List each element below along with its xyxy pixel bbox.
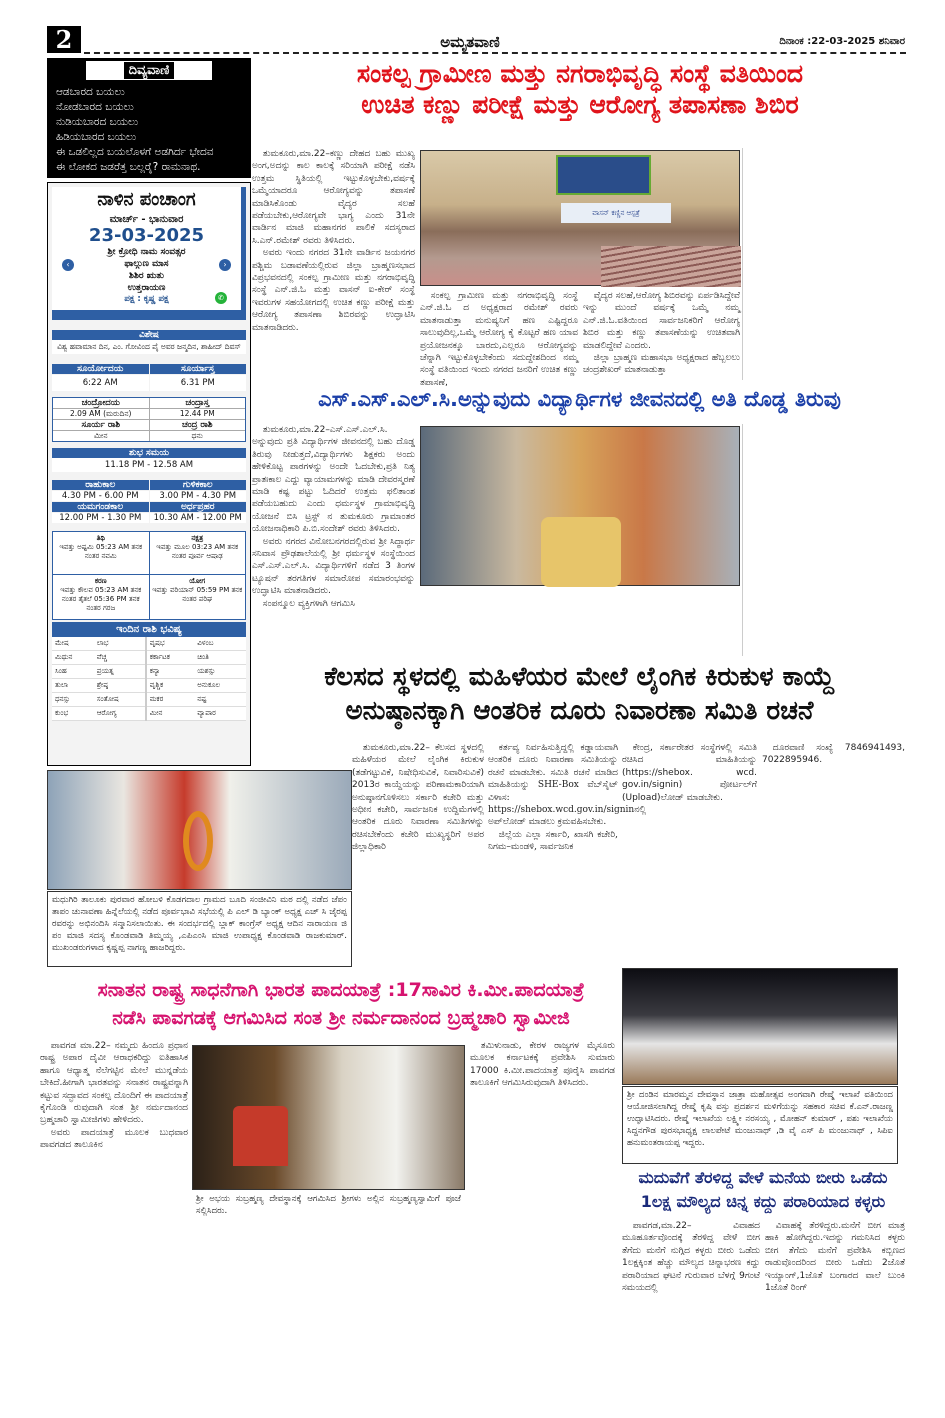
rashi-prediction: ಆರೋಗ್ಯ bbox=[94, 707, 146, 721]
moonrise-value: 2.09 AM (ಮರುದಿನ) bbox=[53, 409, 149, 419]
rashi-box bbox=[52, 622, 246, 721]
article1-column4 bbox=[742, 148, 905, 380]
rashi-title: ಇಂದಿನ ರಾಶಿ ಭವಿಷ್ಯ bbox=[52, 622, 246, 637]
rashi-sign: ಮಕರ bbox=[146, 693, 195, 707]
rashi-prediction: ಲಾಭ bbox=[94, 637, 146, 651]
sunset-value: 6.31 PM bbox=[150, 375, 247, 391]
rashi-prediction: ವಿಳಂಬ bbox=[194, 637, 246, 651]
rashi-sign: ಕುಂಭ bbox=[52, 707, 94, 721]
rashi-prediction: ಅನುಕೂಲ bbox=[194, 679, 246, 693]
rashi-sign: ಕರ್ಕಾಟಕ bbox=[146, 651, 195, 665]
rashi-prediction: ನಷ್ಟ bbox=[194, 693, 246, 707]
rashi-sign: ವೃಶ್ಚಿಕ bbox=[146, 679, 195, 693]
yoga-value: ಇವತ್ತು ವರಿಯಾನ್ 05:59 PM ತನಕ ನಂತರ ಪರಿಘ bbox=[152, 586, 243, 603]
article4-para: ಅವರು ಪಾದಯಾತ್ರೆ ಮೂಲಕ ಬುಧವಾರ ಪಾವಗಡದ ತಾಲೂಕಿನ bbox=[40, 1127, 188, 1151]
article1-para: ಸಂಕಲ್ಪ ಗ್ರಾಮೀಣ ಮತ್ತು ನಗರಾಭಿವೃದ್ಧಿ ಸಂಸ್ಥೆ ಎನ್.ಜಿ.ಓ ದ ಅಧ್ಯಕ್ಷರಾದ ರಮೇಶ್ ರವರು ಮಾತನಾಡುತ್ತಾ ಮನುಷ್ಯನಿಗೆ ಹಣ ಎಷ್ಟಿದ್ದರೂ ಸಾಲುವುದಿಲ್ಲ,ಒಮ್ಮೆ ಆರೋಗ್ಯ ಕೈ ಕೊಟ್ಟರೆ ಹಣ ಯಾವ ಪ್ರಯೋಜನಕ್ಕೂ ಬಾರದು,ಎಲ್ಲರೂ ಆರೋಗ್ಯವನ್ನು ಚೆನ್ನಾಗಿ ಇಟ್ಟುಕೊಳ್ಳಬೇಕೆಂದು ಸದುದ್ದೇಶದಿಂದ ನಮ್ಮ ಸಂಸ್ಥೆ ವತಿಯಿಂದ ಇಂದು ನಗರದ ಜನರಿಗೆ ಉಚಿತ ಕಣ್ಣು ತಪಾಸಣೆ, bbox=[420, 291, 578, 388]
shubha-label: ಶುಭ ಸಮಯ bbox=[52, 448, 246, 458]
article3-column3 bbox=[622, 742, 757, 970]
article4-headline-line2: ನಡೆಸಿ ಪಾವಗಡಕ್ಕೆ ಆಗಮಿಸಿದ ಸಂತ ಶ್ರೀ ನರ್ಮದಾನಂದ ಬ್ರಹ್ಮಚಾರಿ ಸ್ವಾಮೀಜಿ bbox=[112, 1007, 570, 1029]
moonset-value: 12.44 PM bbox=[150, 409, 246, 419]
rashi-sign: ಧನಸ್ಸು bbox=[52, 693, 94, 707]
rashi-prediction: ಯಶಸ್ಸು bbox=[194, 665, 246, 679]
next-arrow-icon[interactable]: › bbox=[219, 259, 231, 271]
divyavani-line: ಹಿಡಿಯಬಾರದ ಬಯಲು bbox=[56, 131, 137, 143]
article5-headline-line2: 1ಲಕ್ಷ ಮೌಲ್ಯದ ಚಿನ್ನ ಕದ್ದು ಪರಾರಿಯಾದ ಕಳ್ಳರು bbox=[640, 1192, 886, 1211]
header-divider bbox=[84, 52, 906, 54]
rashi-sign: ಮೇಷ bbox=[52, 637, 94, 651]
chandra-rashi-label: ಚಂದ್ರ ರಾಶಿ bbox=[150, 420, 246, 430]
article3-para: ತುಮಕೂರು,ಮಾ.22– ಕೆಲಸದ ಸ್ಥಳದಲ್ಲಿ ಮಹಿಳೆಯರ ಮೇಲೆ ಲೈಂಗಿಕ ಕಿರುಕುಳ (ತಡೆಗಟ್ಟುವಿಕೆ, ನಿಷೇಧಿಸುವಿಕೆ, ನಿವಾರಿಸುವಿಕೆ) 2013ರ ಕಾಯ್ದೆಯನ್ನು ಪರಿಣಾಮಕಾರಿಯಾಗಿ ಅನುಷ್ಠಾನಗೊಳಿಸಲು ಸರ್ಕಾರಿ ಕಚೇರಿ ಮತ್ತು ಅಧೀನ ಕಚೇರಿ, ಸಾರ್ವಜನಿಕ ಉದ್ದಿಮೆಗಳಲ್ಲಿ ಆಂತರಿಕ ದೂರು ನಿವಾರಣಾ ಸಮಿತಿಗಳನ್ನು ರಚಿಸಬೇಕೆಂದು ಕಚೇರಿ ಮುಖ್ಯಸ್ಥರಿಗೆ ಅಪರ ಜಿಲ್ಲಾಧಿಕಾರಿ bbox=[352, 743, 484, 853]
article1-para: ಅವರು ಇಂದು ನಗರದ 31ನೇ ವಾರ್ಡಿನ ಜಯನಗರ ಪಶ್ಚಿಮ ಬಡಾವಣೆಯಲ್ಲಿರುವ ಜಿಲ್ಲಾ ಬ್ರಾಹ್ಮಣಸಭಾದ ವಿಪ್ರಭವನದಲ್ಲಿ ಸಂಕಲ್ಪ ಗ್ರಾಮೀಣ ಮತ್ತು ನಗರಾಭಿವೃದ್ಧಿ ಸಂಸ್ಥೆ ಎನ್.ಜಿ.ಓ ಮತ್ತು ವಾಸನ್ ಐ-ಕೇರ್ ಸಂಸ್ಥೆ ಇವರುಗಳ ಸಹಯೋಗದಲ್ಲಿ ಉಚಿತ ಕಣ್ಣು ಪರೀಕ್ಷೆ ಮತ್ತು ಆರೋಗ್ಯ ತಪಾಸಣಾ ಶಿಬಿರವನ್ನು ಉದ್ಘಾಟಿಸಿ ಮಾತನಾಡಿದರು. bbox=[252, 248, 415, 333]
divyavani-lines bbox=[48, 85, 250, 175]
gulika-label: ಗುಳಿಕಕಾಲ bbox=[150, 480, 247, 490]
photo-deity-frames bbox=[556, 155, 651, 195]
special-text: ವಿಶ್ವ ಹವಾಮಾನ ದಿನ, ಎಂ. ಗೋವಿಂದ ಪೈ ಅವರ ಜನ್ಮದಿನ, ಶಾಹೀದ್ ದಿವಸ್ bbox=[52, 340, 246, 354]
article2-para: ಅವರು ನಗರದ ವಿನೋಬನಗರದಲ್ಲಿರುವ ಶ್ರೀ ಸಿದ್ಧಾರ್ಥ ಸನಿವಾಸ ಪ್ರೌಢಶಾಲೆಯಲ್ಲಿ ಶ್ರೀ ಧರ್ಮಸ್ಥಳ ಸಂಸ್ಥೆಯಿಂದ ಎಸ್.ಎಸ್.ಎಲ್.ಸಿ. ವಿದ್ಯಾರ್ಥಿಗಳಿಗೆ ನಡೆದ 3 ತಿಂಗಳ ಟ್ಯೂಷನ್ ತರಗತಿಗಳ ಸಮಾರೋಪ ಸಮಾರಂಭವನ್ನು ಉದ್ಘಾಟಿಸಿ ಮಾತನಾಡಿದರು. bbox=[252, 536, 415, 597]
article1-column1 bbox=[252, 148, 415, 380]
divyavani-line: ಈ ಲೋಕದ ಜಡರೆತ್ತ ಬಲ್ಲರೈ? ರಾಮನಾಥ. bbox=[56, 161, 201, 173]
rashi-prediction: ವೆಚ್ಚ bbox=[94, 651, 146, 665]
article2-headline: ಎಸ್.ಎಸ್.ಎಲ್.ಸಿ.ಅನ್ನುವುದು ವಿದ್ಯಾರ್ಥಿಗಳ ಜೀವನದಲ್ಲಿ ಅತಿ ದೊಡ್ಡ ತಿರುವು bbox=[318, 387, 841, 411]
article1-headline-line1: ಸಂಕಲ್ಪ ಗ್ರಾಮೀಣ ಮತ್ತು ನಗರಾಭಿವೃದ್ಧಿ ಸಂಸ್ಥೆ ವತಿಯಿಂದ bbox=[356, 59, 804, 88]
surya-rashi-value: ಮೀನ bbox=[53, 431, 149, 441]
ayana: ಉತ್ತರಾಯಣ bbox=[127, 283, 166, 293]
sunrise-value: 6:22 AM bbox=[52, 375, 149, 391]
silk-exhibition-photo bbox=[622, 968, 898, 1085]
article4-headline-line1: ಸನಾತನ ರಾಷ್ಟ್ರ ಸಾಧನೆಗಾಗಿ ಭಾರತ ಪಾದಯಾತ್ರೆ :17ಸಾವಿರ ಕಿ.ಮೀ.ಪಾದಯಾತ್ರೆ bbox=[97, 979, 585, 1001]
rahu-value: 4.30 PM - 6.00 PM bbox=[52, 491, 149, 501]
divyavani-title: ದಿವ್ಯವಾಣಿ bbox=[124, 62, 175, 79]
article2-column1 bbox=[252, 424, 415, 656]
photo-idol-stand bbox=[541, 517, 621, 587]
article4-para: ಪಾವಗಡ ಮಾ.22– ನಮ್ಮದು ಹಿಂದೂ ಪ್ರಧಾನ ರಾಷ್ಟ್ರ ಅಪಾರ ದೈವೀ ಆರಾಧಕರಿದ್ದು ಐತಿಹಾಸಿಕ ಹಾಗೂ ಆಧ್ಯಾತ್ಮ ನೆಲೆಗಟ್ಟಿನ ಮೇಲೆ ಮುನ್ನಡೆಯ ಬೇಕಿದೆ.ಹೀಗಾಗಿ ಭಾರತವನ್ನು ಸನಾತನ ರಾಷ್ಟ್ರವನ್ನಾಗಿ ಕಟ್ಟುವ ಸದ್ಭಾವದ ಸಂಕಲ್ಪ ದೊಂದಿಗೆ ಈ ಪಾದಯಾತ್ರೆ ಕೈಗೊಂಡಿ ರುವುದಾಗಿ ಸಂತ ಶ್ರೀ ನರ್ಮದಾನಂದ ಬ್ರಹ್ಮಚಾರಿ ಸ್ವಾಮೀಜಿಗಳು ಹೇಳಿದರು. bbox=[40, 1041, 188, 1126]
rashi-table bbox=[52, 637, 246, 721]
article3-headline-line1: ಕೆಲಸದ ಸ್ಥಳದಲ್ಲಿ ಮಹಿಳೆಯರ ಮೇಲೆ ಲೈಂಗಿಕ ಕಿರುಕುಳ ಕಾಯ್ದೆ bbox=[324, 662, 835, 692]
rashi-sign: ಮೀನ bbox=[146, 707, 195, 721]
sunset-label: ಸೂರ್ಯಾಸ್ತ bbox=[150, 364, 247, 374]
tithi-value: ಇವತ್ತು ಅಷ್ಟಮಿ 05:23 AM ತನಕ ನಂತರ ನವಮಿ bbox=[59, 543, 143, 560]
article3-para: ಕರ್ತವ್ಯ ನಿರ್ವಹಿಸುತ್ತಿದ್ದಲ್ಲಿ ಕಡ್ಡಾಯವಾಗಿ ಆಂತರಿಕ ದೂರು ನಿವಾರಣಾ ಸಮಿತಿಯನ್ನು ರಚನೆ ಮಾಡಬೇಕು. ಸಮಿತಿ ರಚನೆ ಮಾಡಿದ ಮಾಹಿತಿಯನ್ನು SHE-Box ವೆಬ್‌ಸೈಟ್ ವಿಳಾಸ: https://shebox.wcd.gov.in/signinನಲ್ಲಿ ಅಪ್‌ಲೋಡ್ ಮಾಡಲು ಕ್ರಮವಹಿಸಬೇಕು. bbox=[488, 743, 647, 828]
surya-rashi-label: ಸೂರ್ಯ ರಾಶಿ bbox=[53, 420, 149, 430]
article3-column2 bbox=[488, 742, 647, 970]
article4-headline bbox=[42, 976, 640, 1032]
photo-banner: ವಾಸನ್ ಕಣ್ಣಿನ ಆಸ್ಪತ್ರೆ bbox=[561, 203, 671, 223]
ritu: ಶಿಶಿರ ಋತು bbox=[129, 271, 164, 281]
article1-para: ಜಿಲ್ಲಾ ಬ್ರಾಹ್ಮಣ ಮಹಾಸಭಾ ಅಧ್ಯಕ್ಷರಾದ ಹೆಬ್ಬಲಲು ಚಂದ್ರಶೇಖರ್ ಮಾತನಾಡುತ್ತಾ bbox=[583, 353, 740, 376]
date-line: ದಿನಾಂಕ :22-03-2025 ಶನಿವಾರ bbox=[779, 36, 905, 47]
karana-label: ಕರಣ bbox=[94, 577, 107, 585]
samvatsara: ಶ್ರೀ ಕ್ರೋಧಿ ನಾಮ ಸಂವತ್ಸರ bbox=[107, 247, 186, 257]
article1-para: ವೈದ್ಯರ ಸಲಹೆ,ಆರೋಗ್ಯ ಶಿಬಿರವನ್ನು ಏರ್ಪಡಿಸಿದ್ದೇವೆ ಇನ್ನು ಮುಂದೆ ವರ್ಷಕ್ಕೆ ಒಮ್ಮೆ ನಮ್ಮ ಎನ್.ಜಿ.ಓ.ವತಿಯಿಂದ ಸಾರ್ವಜನಿಕರಿಗೆ ಆರೋಗ್ಯ ಶಿಬಿರ ಮತ್ತು ಕಣ್ಣು ತಪಾಸಣೆಯನ್ನು ಉಚಿತವಾಗಿ ಮಾಡಲಿದ್ದೇವೆ ಎಂದರು. bbox=[583, 291, 740, 351]
article3-para: ಕೇಂದ್ರ, ಸರ್ಕಾರೇತರ ಸಂಸ್ಥೆಗಳಲ್ಲಿ ಸಮಿತಿ ರಚಿಸಿದ ಮಾಹಿತಿಯನ್ನು (https://shebox. wcd. gov.in/signin) ಪೋರ್ಟಲ್‌ಗೆ (Upload)ಲೋಡ್ ಮಾಡಬೇಕು. bbox=[622, 743, 757, 803]
panchanga-header bbox=[52, 187, 246, 310]
panchanga-title: ನಾಳಿನ ಪಂಚಾಂಗ bbox=[97, 189, 196, 210]
rashi-sign: ವೃಷಭ bbox=[146, 637, 195, 651]
shubha-box bbox=[52, 448, 246, 472]
article4-column1 bbox=[40, 1040, 188, 1412]
kala-grid bbox=[52, 480, 246, 523]
paksha: ಪಕ್ಷ : ಕೃಷ್ಣ ಪಕ್ಷ bbox=[124, 294, 169, 304]
tithi-label: ತಿಥಿ bbox=[96, 534, 105, 542]
photo-table bbox=[601, 246, 741, 287]
chandra-rashi-value: ಧನು bbox=[150, 431, 246, 441]
sun-times bbox=[52, 364, 246, 391]
rashi-row bbox=[52, 707, 246, 721]
rashi-sign: ಸಿಂಹ bbox=[52, 665, 94, 679]
article5-para: ವಿವಾಹಕ್ಕೆ ತೆರಳಿದ್ದರು.ಮನೆಗೆ ಬೀಗ ಮಾತ್ರ ಹಾಕಿ ಹೋಗಿದ್ದರು.ಇದನ್ನು ಗಮನಿಸಿದ ಕಳ್ಳರು ಬೀಗ ತೆಗೆದು ಮನೆಗೆ ಪ್ರವೇಶಿಸಿ ಕಬ್ಬಿಣದ ರಾಡುವೊಂದರಿಂದ ಬೀರು ಒಡೆದು 2ಜೊತೆ ಇಯ್ಯಾಂಗ್,1ಜೊತೆ ಬಂಗಾರದ ವಾಲೆ ಬುಂಕಿ 1ಜೊತೆ ರಿಂಗ್ bbox=[765, 1221, 905, 1294]
swamiji-caption: ಶ್ರೀ ಅಭಯ ಸುಬ್ರಹ್ಮಣ್ಯ ದೇವಸ್ಥಾನಕ್ಕೆ ಆಗಮಿಸಿದ ಶ್ರೀಗಳು ಅಲ್ಲಿನ ಸುಬ್ರಹ್ಮಣ್ಯಸ್ವಾಮಿಗೆ ಪೂಜೆ ಸಲ್ಲಿಸಿದರು. bbox=[196, 1194, 461, 1216]
rashi-row bbox=[52, 693, 246, 707]
masa: ಫಾಲ್ಗುಣ ಮಾಸ bbox=[124, 259, 169, 269]
article2-para: ಸಂಪನ್ಮೂಲ ವ್ಯಕ್ತಿಗಳಾಗಿ ಆಗಮಿಸಿ bbox=[262, 598, 355, 609]
rashi-row bbox=[52, 651, 246, 665]
divyavani-line: ಆಡಬಾರದ ಬಯಲು bbox=[56, 86, 125, 98]
silk-exhibition-caption: ಶ್ರೀ ದಂಡಿನ ಮಾರಮ್ಮನ ದೇವಸ್ಥಾನ ಜಾತ್ರಾ ಮಹೋತ್ಸವ ಅಂಗವಾಗಿ ರೇಷ್ಮೆ ಇಲಾಖೆ ವತಿಯಿಂದ ಆಯೋಜಿಸಲಾಗಿದ್ದ ರೇಷ್ಮೆ ಕೃಷಿ ವಸ್ತು ಪ್ರದರ್ಶನ ಮಳಿಗೆಯನ್ನು ಸಹಕಾರ ಸಚಿವ ಕೆ.ಎನ್.ರಾಜಣ್ಣ ಉದ್ಘಾಟಿಸಿದರು. ರೇಷ್ಮೆ ಇಲಾಖೆಯ ಲಕ್ಷ್ಮೀ ನರಸಯ್ಯ , ಮೋಹನ್ ಕುಮಾರ್ , ಪಶು ಇಲಾಖೆಯ ಸಿದ್ದನಗೌಡ ಪುರಸಭಾಧ್ಯಕ್ಷ ಲಾಲಪೇಟೆ ಮಂಜುನಾಥ್ ,ಡಿ ವೈ ಎಸ್ ಪಿ ಮಂಜುನಾಥ್ , ಸಿಪಿಐ ಹನುಮಂತರಾಯಪ್ಪ ಇದ್ದರು. bbox=[622, 1086, 898, 1164]
rashi-row bbox=[52, 637, 246, 651]
special-label: ವಿಶೇಷ bbox=[52, 330, 246, 340]
rashi-sign: ಮಿಥುನ bbox=[52, 651, 94, 665]
prev-arrow-icon[interactable]: ‹ bbox=[62, 259, 74, 271]
article2-para: ತುಮಕೂರು,ಮಾ.22–ಎಸ್.ಎಸ್.ಎಲ್.ಸಿ. ಅನ್ನುವುದು ಪ್ರತಿ ವಿದ್ಯಾರ್ಥಿಗಳ ಜೀವನದಲ್ಲಿ ಬಹು ದೊಡ್ಡ ತಿರುವು ನೀಡುತ್ತದೆ,ವಿದ್ಯಾರ್ಥಿಗಳು ಶಿಕ್ಷಕರು ಅಂದು ಹೇಳಿಕೊಟ್ಟ ಪಾಠಗಳನ್ನು ಅಂದೇ ಓದಬೇಕು,ಪ್ರತಿ ನಿತ್ಯ ಪ್ರಾತಃಕಾಲ ಎದ್ದು ವ್ಯಾಯಾಮಗಳನ್ನು ಮಾಡಿ ದೇವರಸ್ಮರಣೆ ಮಾಡಿ ಕಷ್ಟ ಪಟ್ಟು ಓದಿದರೆ ಉತ್ತಮ ಫಲಿತಾಂಶ ಪಡೆಯಬಹುದು ಎಂದು ಧರ್ಮಸ್ಥಳ ಗ್ರಾಮಾಭಿವೃದ್ಧಿ ಯೋಜನೆ ಬಿಸಿ ಟ್ರಸ್ಟ್ ನ ತುಮಕೂರು ಗ್ರಾಮಾಂತರ ಯೋಜನಾಧಿಕಾರಿ ಪಿ.ಬಿ.ಸಂದೇಶ್ ರವರು ತಿಳಿಸಿದರು. bbox=[252, 425, 415, 535]
photo-garland bbox=[183, 811, 213, 871]
gulika-value: 3.00 PM - 4.30 PM bbox=[150, 491, 247, 501]
page-number: 2 bbox=[47, 26, 81, 53]
article4-para: ತಮಿಳುನಾಡು, ಕೇರಳ ರಾಜ್ಯಗಳ ಮೈಸೂರು ಮೂಲಕ ಕರ್ನಾಟಕಕ್ಕೆ ಪ್ರವೇಶಿಸಿ ಸುಮಾರು 17000 ಕಿ.ಮೀ.ಪಾದಯಾತ್ರೆ ಪೂರೈಸಿ ಪಾವಗಡ ತಾಲೂಕಿಗೆ ಆಗಮಿಸಿರುವುದಾಗಿ ತಿಳಿಸಿದರು. bbox=[470, 1041, 615, 1089]
article3-para: ದೂರವಾಣಿ ಸಂಖ್ಯೆ 7846941493, 7022895946. bbox=[762, 743, 905, 766]
article5-column2 bbox=[765, 1220, 905, 1412]
article4-column4 bbox=[470, 1040, 615, 1412]
divyavani-line: ನೋಡಬಾರದ ಬಯಲು bbox=[56, 101, 134, 113]
divyavani-box bbox=[47, 58, 251, 178]
moonset-label: ಚಂದ್ರಾಸ್ತ bbox=[150, 398, 246, 408]
article5-para: ಪಾವಗಡ,ಮಾ.22– ವಿವಾಹದ ಮೂಹೂರ್ತವೊಂದಕ್ಕೆ ತೆರಳಿದ್ದ ವೇಳೆ ಬೀಗ ತೆಗೆದು ಮನೆಗೆ ನುಗ್ಗಿದ ಕಳ್ಳರು ಬೀರು ಒಡೆದು 1ಲಕ್ಷಕ್ಕಿಂತ ಹೆಚ್ಚು ಮೌಲ್ಯದ ಚಿನ್ನಾಭರಣ ಕದ್ದು ಪರಾರಿಯಾದ ಘಟನೆ ಗುರುವಾರ ಬೆಳಗ್ಗೆ 9ಗಂಟೆ ಸಮಯದಲ್ಲಿ bbox=[622, 1221, 760, 1294]
rashi-row bbox=[52, 665, 246, 679]
rahu-label: ರಾಹುಕಾಲ bbox=[52, 480, 149, 490]
rashi-prediction: ವ್ಯಾಪಾರ bbox=[194, 707, 246, 721]
panchanga-date: 23-03-2025 bbox=[88, 225, 205, 246]
moon-times bbox=[52, 397, 246, 442]
whatsapp-icon[interactable]: ✆ bbox=[215, 292, 227, 304]
yama-value: 12.00 PM - 1.30 PM bbox=[52, 513, 149, 523]
panchanga-month-day: ಮಾರ್ಚ್ - ಭಾನುವಾರ bbox=[109, 214, 184, 225]
rashi-sign: ತುಲಾ bbox=[52, 679, 94, 693]
article1-para: ತುಮಕೂರು,ಮಾ.22–ಕಣ್ಣು ದೇಹದ ಬಹು ಮುಖ್ಯ ಅಂಗ,ಅದನ್ನು ಕಾಲ ಕಾಲಕ್ಕೆ ಸರಿಯಾಗಿ ಪರೀಕ್ಷೆ ನಡೆಸಿ ಉತ್ತಮ ಸ್ಥಿತಿಯಲ್ಲಿ ಇಟ್ಟುಕೊಳ್ಳಬೇಕು,ವರ್ಷಕ್ಕೆ ಒಮ್ಮೆಯಾದರೂ ಆರೋಗ್ಯವನ್ನು ತಪಾಸಣೆ ಮಾಡಿಸಿಕೊಂಡು ವೈದ್ಯರ ಸಲಹೆ ಪಡೆಯಬೇಕು,ಆರೋಗ್ಯವೇ ಭಾಗ್ಯ ಎಂದು 31ನೇ ವಾರ್ಡಿನ ಮಾಜಿ ಮಹಾನಗರ ಪಾಲಿಕೆ ಸದಸ್ಯರಾದ ಸಿ.ಎನ್.ರಮೇಶ್ ರವರು ತಿಳಿಸಿದರು. bbox=[252, 149, 415, 246]
article2-photo bbox=[420, 426, 740, 586]
rashi-prediction: ಚಿಂತಿ bbox=[194, 651, 246, 665]
divyavani-title-wrap bbox=[86, 61, 211, 80]
article5-headline-line1: ಮದುವೆಗೆ ತೆರಳಿದ್ದ ವೇಳೆ ಮನೆಯ ಬೀರು ಒಡೆದು bbox=[638, 1168, 888, 1187]
paper-name: ಅಮೃತವಾಣಿ bbox=[440, 33, 500, 51]
article1-column3 bbox=[583, 290, 740, 380]
rashi-prediction: ಶ್ರೇಷ್ಠ bbox=[94, 679, 146, 693]
article3-column4 bbox=[762, 742, 905, 970]
divyavani-line: ನುಡಿಯಬಾರದ ಬಯಲು bbox=[56, 116, 139, 128]
article3-headline-line2: ಅನುಷ್ಠಾನಕ್ಕಾಗಿ ಆಂತರಿಕ ದೂರು ನಿವಾರಣಾ ಸಮಿತಿ ರಚನೆ bbox=[345, 696, 814, 726]
yama-label: ಯಮಗಂಡಕಾಲ bbox=[52, 502, 149, 512]
divyavani-line: ಈ ಒಡಲಿಲ್ಲದ ಬಯಲೊಳಗೆ ಅಡಗಿರ್ದ ಭೇದವ bbox=[56, 146, 214, 158]
felicitation-caption: ಮಧುಗಿರಿ ತಾಲೂಕು ಪುರವಾರ ಹೋಬಳಿ ಕೊಡಗದಾಲ ಗ್ರಾಮದ ಬೂದಿ ಸಂಜೀವಿನಿ ಮಠ ದಲ್ಲಿ ನಡೆದ ಜೆಪಂ ತಾಪಂ ಚುನಾವಣಾ ಹಿನ್ನೆಲೆಯಲ್ಲಿ ನಡೆದ ಪೂರ್ವಭಾವಿ ಸಭೆಯಲ್ಲಿ ಪಿ ಎಲ್ ಡಿ ಬ್ಯಾಂಕ್ ಅಧ್ಯಕ್ಷ ಎಚ್ ಸಿ ಜೈರಪ್ಪ ರವರನ್ನು ಅಭಿನಂದಿಸಿ ಸನ್ಮಾನಿಸಲಾಯಿತು. ಈ ಸಂದರ್ಭದಲ್ಲಿ ಬ್ಲಾಕ್ ಕಾಂಗ್ರೆಸ್ ಅಧ್ಯಕ್ಷ ಆದಿನ ನಾರಾಯಣ ಜಿ ಪಂ ಮಾಜಿ ಸದಸ್ಯ ಕೊಂಡವಾಡಿ ತಿಮ್ಮಯ್ಯ ,ಎಪಿಎಂಸಿ ಮಾಜಿ ಉಪಾಧ್ಯಕ್ಷ ಕೊಂಡವಾಡಿ ರಾಜಕುಮಾರ್. ಮುಖಂಡರುಗಳಾದ ಕೃಷ್ಣಪ್ಪ ನಾಗಣ್ಣ ಹಾಜರಿದ್ದರು. bbox=[47, 891, 352, 967]
article1-column2 bbox=[420, 290, 578, 388]
tithi-grid bbox=[52, 531, 246, 620]
moonrise-label: ಚಂದ್ರೋದಯ bbox=[53, 398, 149, 408]
article5-column1 bbox=[622, 1220, 760, 1412]
article1-headline bbox=[255, 58, 905, 121]
special-day-box bbox=[52, 330, 246, 354]
rashi-prediction: ಪ್ರಯತ್ನ bbox=[94, 665, 146, 679]
nakshatra-value: ಇವತ್ತು ಮೂಲ 03:23 AM ತನಕ ನಂತರ ಪೂರ್ವ ಆಷಾಢ bbox=[156, 543, 239, 560]
article3-para: ಜಿಲ್ಲೆಯ ಎಲ್ಲಾ ಸರ್ಕಾರಿ, ಖಾಸಗಿ ಕಚೇರಿ, ನಿಗಮ–ಮಂಡಳಿ, ಸಾರ್ವಜನಿಕ bbox=[488, 829, 618, 853]
abhijit-value: 10.30 AM - 12.00 PM bbox=[150, 513, 247, 523]
swamiji-photo bbox=[192, 1045, 465, 1190]
photo-idols bbox=[233, 1106, 288, 1166]
abhijit-label: ಅರ್ಧಪ್ರಹರ bbox=[150, 502, 247, 512]
article1-photo bbox=[420, 150, 740, 286]
panchanga-box bbox=[47, 182, 251, 766]
article5-headline bbox=[618, 1166, 908, 1214]
felicitation-photo bbox=[47, 770, 352, 890]
rashi-row bbox=[52, 679, 246, 693]
rashi-prediction: ಸಂತೋಷ bbox=[94, 693, 146, 707]
yoga-label: ಯೋಗ bbox=[189, 577, 206, 585]
article1-headline-line2: ಉಚಿತ ಕಣ್ಣು ಪರೀಕ್ಷೆ ಮತ್ತು ಆರೋಗ್ಯ ತಪಾಸಣಾ ಶಿಬಿರ bbox=[361, 90, 799, 120]
article3-column1 bbox=[352, 742, 484, 970]
shubha-value: 11.18 PM - 12.58 AM bbox=[52, 458, 246, 472]
article3-headline bbox=[252, 660, 907, 728]
article2-column4 bbox=[742, 424, 905, 656]
rashi-sign: ಕನ್ಯಾ bbox=[146, 665, 195, 679]
karana-value: ಇವತ್ತು ಕೌಲವ 05:23 AM ತನಕ ನಂತರ ತೈತಲೆ 05:36 PM ತನಕ ನಂತರ ಗರಜ bbox=[60, 586, 142, 612]
sunrise-label: ಸೂರ್ಯೋದಯ bbox=[52, 364, 149, 374]
nakshatra-label: ನಕ್ಷತ್ರ bbox=[191, 534, 204, 542]
